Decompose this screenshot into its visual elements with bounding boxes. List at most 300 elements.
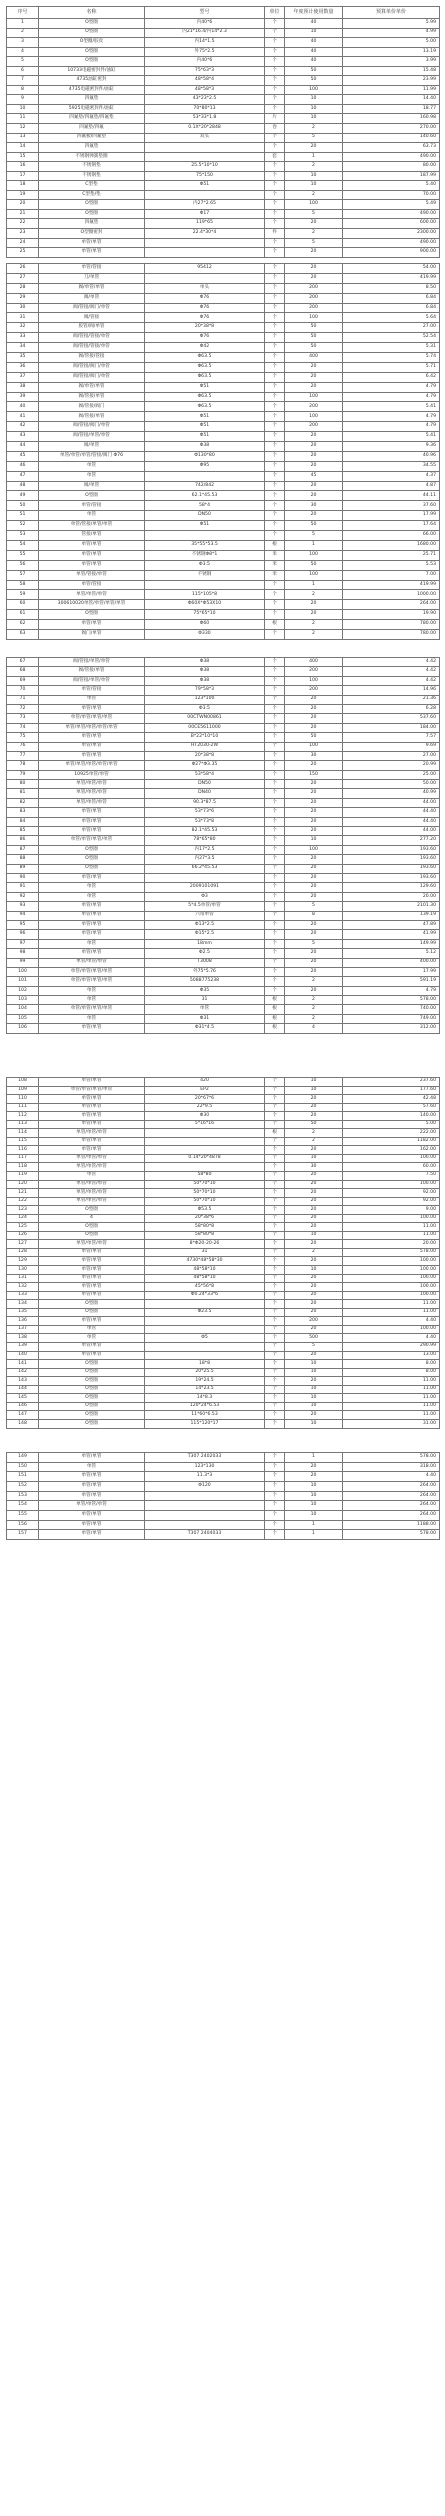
table-row [7, 1197, 440, 1206]
qty-cell: 20 [285, 1189, 343, 1198]
unit-cell: 个 [265, 873, 285, 882]
name-cell: 单管 [39, 1334, 145, 1343]
price-cell: 4.87 [343, 481, 440, 491]
price-cell: 4.40 [343, 1472, 440, 1482]
unit-cell: 个 [265, 1189, 285, 1198]
name-cell: O型圈 [39, 610, 145, 620]
seq-cell: 35 [7, 353, 39, 363]
name-cell: 单管/单管/单管/单管/单管 [39, 761, 145, 770]
name-cell: 阀/单管/单管 [39, 382, 145, 392]
model-cell: Φ60 [145, 620, 265, 630]
name-cell: O型圈 [39, 28, 145, 38]
unit-cell: 卷 [265, 123, 285, 133]
table-row [7, 228, 440, 238]
table-row [7, 1206, 440, 1215]
seq-cell: 48 [7, 481, 39, 491]
seq-cell: 95 [7, 920, 39, 929]
qty-cell: 100 [285, 845, 343, 854]
unit-cell: 个 [265, 1163, 285, 1172]
name-cell: 单管 [39, 471, 145, 481]
table-row [7, 704, 440, 713]
table-row [7, 1129, 440, 1138]
table-row [7, 1257, 440, 1266]
seq-cell: 67 [7, 658, 39, 667]
model-cell: 58*80*8 [145, 1223, 265, 1232]
table-row [7, 1266, 440, 1275]
header-name: 名称 [39, 7, 145, 19]
name-cell: O型圈 [39, 1411, 145, 1420]
seq-cell: 123 [7, 1206, 39, 1215]
name-cell: O型圈 [39, 1377, 145, 1386]
model-cell: 78*65*80 [145, 836, 265, 845]
model-cell: Φ63.5 [145, 392, 265, 402]
model-cell: Φ17 [145, 209, 265, 219]
seq-cell: 31 [7, 313, 39, 323]
unit-cell: 个 [265, 432, 285, 442]
qty-cell: 50 [285, 333, 343, 343]
price-cell: 187.99 [343, 171, 440, 181]
model-cell: Φ13*2.5 [145, 920, 265, 929]
unit-cell: 个 [265, 1086, 285, 1095]
seq-cell: 96 [7, 930, 39, 939]
unit-cell: 个 [265, 892, 285, 901]
unit-cell: 个 [265, 209, 285, 219]
unit-cell: 根 [265, 1014, 285, 1023]
seq-cell: 33 [7, 333, 39, 343]
model-cell: HT2030-2W [145, 742, 265, 751]
name-cell: 单管/管接 [39, 580, 145, 590]
name-cell: O型圈 [39, 1385, 145, 1394]
model-cell: 58*80*8 [145, 1231, 265, 1240]
table-row [7, 967, 440, 976]
qty-cell: 45 [285, 471, 343, 481]
seq-cell: 11 [7, 114, 39, 124]
price-cell: 740.00 [343, 1005, 440, 1014]
name-cell: 不锈钢弹簧垫圈 [39, 152, 145, 162]
qty-cell: 20 [285, 1283, 343, 1292]
model-cell: 11*60*6.53 [145, 1411, 265, 1420]
price-cell: 5.41 [343, 402, 440, 412]
qty-cell: 50 [285, 76, 343, 86]
qty-cell: 2 [285, 123, 343, 133]
table-row [7, 171, 440, 181]
model-cell: Φ23.5 [145, 1308, 265, 1317]
seq-cell: 101 [7, 977, 39, 986]
price-cell: 40.96 [343, 451, 440, 461]
qty-cell: 20 [285, 610, 343, 620]
table-row [7, 939, 440, 948]
header-seq: 序号 [7, 7, 39, 19]
model-cell: 53*33*1.8 [145, 114, 265, 124]
price-cell: 193.60 [343, 855, 440, 864]
model-cell: B*22*10*10 [145, 733, 265, 742]
model-cell: 单头 [145, 283, 265, 293]
table-row [7, 873, 440, 882]
model-cell: 50*70*10 [145, 1197, 265, 1206]
name-cell: O型圈/胶皮 [39, 38, 145, 48]
qty-cell: 20 [285, 798, 343, 807]
model-cell: Φ76 [145, 303, 265, 313]
model-cell: 22*9.5 [145, 1103, 265, 1112]
name-cell: 单管/单管/单管 [39, 1197, 145, 1206]
qty-cell: 10 [285, 171, 343, 181]
header-unit: 单位 [265, 7, 285, 19]
seq-cell: 133 [7, 1291, 39, 1300]
qty-cell: 20 [285, 986, 343, 995]
name-cell: 单管/单管 [39, 827, 145, 836]
name-cell: 单管/单管 [39, 1112, 145, 1121]
table-row [7, 1308, 440, 1317]
seq-cell: 9 [7, 95, 39, 105]
unit-cell: 个 [265, 580, 285, 590]
table-row [7, 392, 440, 402]
qty-cell: 20 [285, 442, 343, 452]
name-cell: 10925单管/单管 [39, 770, 145, 779]
unit-cell: 个 [265, 864, 285, 873]
qty-cell: 20 [285, 1257, 343, 1266]
price-cell: 264.00 [343, 1481, 440, 1491]
price-cell: 19.90 [343, 610, 440, 620]
qty-cell: 20 [285, 372, 343, 382]
unit-cell: 个 [265, 1317, 285, 1326]
table-row [7, 57, 440, 67]
unit-cell: 个 [265, 1334, 285, 1343]
name-cell: 单管/单管/单管/单管 [39, 836, 145, 845]
table-row [7, 471, 440, 481]
seq-cell: 110 [7, 1095, 39, 1104]
model-cell: 58*4 [145, 501, 265, 511]
price-cell: 6.84 [343, 293, 440, 303]
seq-cell: 154 [7, 1501, 39, 1511]
table-row [7, 382, 440, 392]
model-cell: Φ2.5 [145, 949, 265, 958]
qty-cell: 40 [285, 18, 343, 28]
name-cell: 单管/单管/单管/单管 [39, 1086, 145, 1095]
model-cell: Φ35 [145, 986, 265, 995]
table-row [7, 432, 440, 442]
seq-cell: 121 [7, 1189, 39, 1198]
model-cell: 0.1X*20*2848 [145, 123, 265, 133]
parts-table-1 [6, 6, 440, 258]
unit-cell: 米 [265, 560, 285, 570]
unit-cell: 个 [265, 883, 285, 892]
name-cell: 单管/单管 [39, 1120, 145, 1129]
unit-cell: 个 [265, 66, 285, 76]
qty-cell: 1 [285, 540, 343, 550]
table-row [7, 1530, 440, 1540]
model-cell: DN50 [145, 511, 265, 521]
qty-cell: 50 [285, 343, 343, 353]
name-cell: 单管/单管/单管 [39, 789, 145, 798]
price-cell: 4.79 [343, 422, 440, 432]
table-row [7, 1112, 440, 1121]
seq-cell: 144 [7, 1385, 39, 1394]
unit-cell: 个 [265, 238, 285, 248]
model-cell: 58*80 [145, 1172, 265, 1181]
name-cell: 单管/单管 [39, 751, 145, 760]
unit-cell: 个 [265, 1274, 285, 1283]
table-row [7, 511, 440, 521]
table-row [7, 1180, 440, 1189]
name-cell: O型圈 [39, 1300, 145, 1309]
seq-cell: 52 [7, 521, 39, 531]
price-cell: 37.60 [343, 501, 440, 511]
seq-cell: 76 [7, 742, 39, 751]
seq-cell: 62 [7, 620, 39, 630]
unit-cell: 个 [265, 977, 285, 986]
qty-cell: 20 [285, 1308, 343, 1317]
table-row [7, 264, 440, 274]
table-row [7, 1231, 440, 1240]
unit-cell: 个 [265, 770, 285, 779]
unit-cell: 个 [265, 1257, 285, 1266]
model-cell: 单管 [145, 1005, 265, 1014]
seq-cell: 55 [7, 550, 39, 560]
price-cell: 2101.30 [343, 902, 440, 911]
model-cell: Φ38 [145, 667, 265, 676]
unit-cell: 根 [265, 996, 285, 1005]
seq-cell: 72 [7, 704, 39, 713]
table-row [7, 883, 440, 892]
table-row [7, 590, 440, 600]
unit-cell: 个 [265, 629, 285, 639]
qty-cell: 20 [285, 855, 343, 864]
name-cell: 阀/单管 [39, 481, 145, 491]
model-cell: 5088775238 [145, 977, 265, 986]
table-row [7, 303, 440, 313]
price-cell: 54.00 [343, 264, 440, 274]
seq-cell: 13 [7, 133, 39, 143]
qty-cell: 400 [285, 658, 343, 667]
qty-cell: 200 [285, 402, 343, 412]
price-cell: 4.42 [343, 667, 440, 676]
seq-cell: 73 [7, 714, 39, 723]
table-row [7, 1300, 440, 1309]
unit-cell: 个 [265, 911, 285, 920]
qty-cell: 10 [285, 1086, 343, 1095]
name-cell: 单管/单管 [39, 1146, 145, 1155]
model-cell: Φ51 [145, 412, 265, 422]
name-cell: 单管/单管/单管 [39, 1501, 145, 1511]
model-cell [145, 1342, 265, 1351]
name-cell: 单管/单管 [39, 1283, 145, 1292]
unit-cell: 个 [265, 133, 285, 143]
seq-cell: 108 [7, 1078, 39, 1087]
price-cell: 490.00 [343, 238, 440, 248]
model-cell: 31 [145, 1248, 265, 1257]
seq-cell: 51 [7, 511, 39, 521]
price-cell: 47.89 [343, 920, 440, 929]
table-row [7, 1501, 440, 1511]
price-cell: 490.00 [343, 209, 440, 219]
table-row [7, 531, 440, 541]
name-cell: O型圈 [39, 1308, 145, 1317]
price-cell: 900.00 [343, 248, 440, 258]
seq-cell: 153 [7, 1491, 39, 1501]
unit-cell: 个 [265, 471, 285, 481]
model-cell: 95412 [145, 264, 265, 274]
price-cell: 749.00 [343, 1014, 440, 1023]
seq-cell: 86 [7, 836, 39, 845]
unit-cell: 个 [265, 789, 285, 798]
name-cell: 单管/单管 [39, 238, 145, 248]
name-cell: 单管/单管 [39, 1078, 145, 1087]
table-row [7, 996, 440, 1005]
unit-cell: 个 [265, 511, 285, 521]
table-row [7, 789, 440, 798]
table-row [7, 686, 440, 695]
price-cell: 25.71 [343, 550, 440, 560]
unit-cell: 个 [265, 808, 285, 817]
name-cell: C型垫 [39, 181, 145, 191]
seq-cell: 10 [7, 104, 39, 114]
qty-cell: 500 [285, 1334, 343, 1343]
price-cell: 52.54 [343, 333, 440, 343]
model-cell: 11.3*3 [145, 1472, 265, 1482]
qty-cell: 2 [285, 190, 343, 200]
seq-cell: 57 [7, 570, 39, 580]
qty-cell: 20 [285, 789, 343, 798]
model-cell: Φ63.5 [145, 402, 265, 412]
unit-cell: 个 [265, 1206, 285, 1215]
table-row [7, 827, 440, 836]
seq-cell: 87 [7, 845, 39, 854]
name-cell: 单管/单管 [39, 1510, 145, 1520]
seq-cell: 68 [7, 667, 39, 676]
price-cell: 57.60 [343, 1103, 440, 1112]
unit-cell: 个 [265, 967, 285, 976]
model-cell: 4730*48*58*30 [145, 1257, 265, 1266]
price-cell: 41.99 [343, 930, 440, 939]
table-row [7, 1472, 440, 1482]
seq-cell: 60 [7, 600, 39, 610]
qty-cell: 20 [285, 1112, 343, 1121]
seq-cell: 100 [7, 967, 39, 976]
seq-cell: 81 [7, 789, 39, 798]
qty-cell: 10 [285, 836, 343, 845]
seq-cell: 27 [7, 273, 39, 283]
table-row [7, 1024, 440, 1034]
seq-cell: 22 [7, 219, 39, 229]
table-row [7, 114, 440, 124]
model-cell: Φ31*4.5 [145, 1024, 265, 1034]
model-cell: EP2 [145, 1086, 265, 1095]
table-row [7, 133, 440, 143]
name-cell: 刀/单管 [39, 273, 145, 283]
price-cell: 44.40 [343, 817, 440, 826]
unit-cell: 个 [265, 481, 285, 491]
name-cell: 单管/单管/单管 [39, 1163, 145, 1172]
model-cell [145, 1351, 265, 1360]
unit-cell: 个 [265, 283, 285, 293]
qty-cell: 20 [285, 382, 343, 392]
unit-cell: 个 [265, 57, 285, 67]
name-cell: 单管/单管 [39, 1453, 145, 1463]
model-cell: 8*Φ20-20-26 [145, 1240, 265, 1249]
unit-cell: 个 [265, 18, 285, 28]
name-cell: 阀/管接/阀门/单管 [39, 372, 145, 382]
unit-cell: 个 [265, 1283, 285, 1292]
price-cell: 11.00 [343, 1231, 440, 1240]
name-cell: 四氟板/四氟垫 [39, 133, 145, 143]
seq-cell: 59 [7, 590, 39, 600]
unit-cell: 片 [265, 114, 285, 124]
seq-cell: 131 [7, 1274, 39, 1283]
qty-cell: 1 [285, 1520, 343, 1530]
seq-cell: 26 [7, 264, 39, 274]
model-cell: 5*4.5单管/单管 [145, 902, 265, 911]
unit-cell: 个 [265, 1510, 285, 1520]
price-cell: 193.60 [343, 873, 440, 882]
price-cell: 11.00 [343, 1223, 440, 1232]
seq-cell: 38 [7, 382, 39, 392]
model-cell: 不锈钢Φ8*1 [145, 550, 265, 560]
name-cell: O型圈 [39, 47, 145, 57]
table-row [7, 1411, 440, 1420]
name-cell: O型圈 [39, 855, 145, 864]
model-cell: 66.2*45.53 [145, 864, 265, 873]
table-row [7, 501, 440, 511]
model-cell [145, 580, 265, 590]
price-cell: 63.73 [343, 143, 440, 153]
model-cell: Φ38 [145, 658, 265, 667]
model-cell [145, 1137, 265, 1146]
seq-cell: 142 [7, 1368, 39, 1377]
model-cell: Φ76 [145, 293, 265, 303]
model-cell: 115*120*17 [145, 1419, 265, 1428]
price-cell: 11.00 [343, 1308, 440, 1317]
qty-cell: 50 [285, 1120, 343, 1129]
unit-cell: 件 [265, 228, 285, 238]
unit-cell: 个 [265, 817, 285, 826]
name-cell: 单管/单管 [39, 550, 145, 560]
qty-cell: 5 [285, 238, 343, 248]
unit-cell: 个 [265, 219, 285, 229]
price-cell: 20.00 [343, 892, 440, 901]
model-cell: Φ330 [145, 629, 265, 639]
model-cell: 48*58*10 [145, 1266, 265, 1275]
name-cell: 单管/单管/单管 [39, 1180, 145, 1189]
model-cell [145, 248, 265, 258]
qty-cell: 20 [285, 219, 343, 229]
table-row [7, 402, 440, 412]
price-cell: 92.00 [343, 1189, 440, 1198]
table-row [7, 751, 440, 760]
unit-cell: 个 [265, 1180, 285, 1189]
seq-cell: 19 [7, 190, 39, 200]
model-cell: 82.1*45.53 [145, 827, 265, 836]
qty-cell: 30 [285, 501, 343, 511]
seq-cell: 116 [7, 1146, 39, 1155]
header-price: 预算单价单价 [343, 7, 440, 19]
price-cell: 237.60 [343, 1078, 440, 1087]
unit-cell: 个 [265, 1325, 285, 1334]
model-cell: 53*73*8 [145, 817, 265, 826]
table-row [7, 451, 440, 461]
unit-cell: 个 [265, 1266, 285, 1275]
name-cell: 阀/管接/阀门/单管 [39, 303, 145, 313]
unit-cell: 个 [265, 1197, 285, 1206]
price-cell: 100.00 [343, 1214, 440, 1223]
model-cell: 48*58*4 [145, 76, 265, 86]
table-row [7, 38, 440, 48]
model-cell [145, 1146, 265, 1155]
qty-cell: 5 [285, 133, 343, 143]
seq-cell: 126 [7, 1231, 39, 1240]
price-cell: 5.40 [343, 181, 440, 191]
price-cell: 5.64 [343, 313, 440, 323]
model-cell: 18mm [145, 939, 265, 948]
